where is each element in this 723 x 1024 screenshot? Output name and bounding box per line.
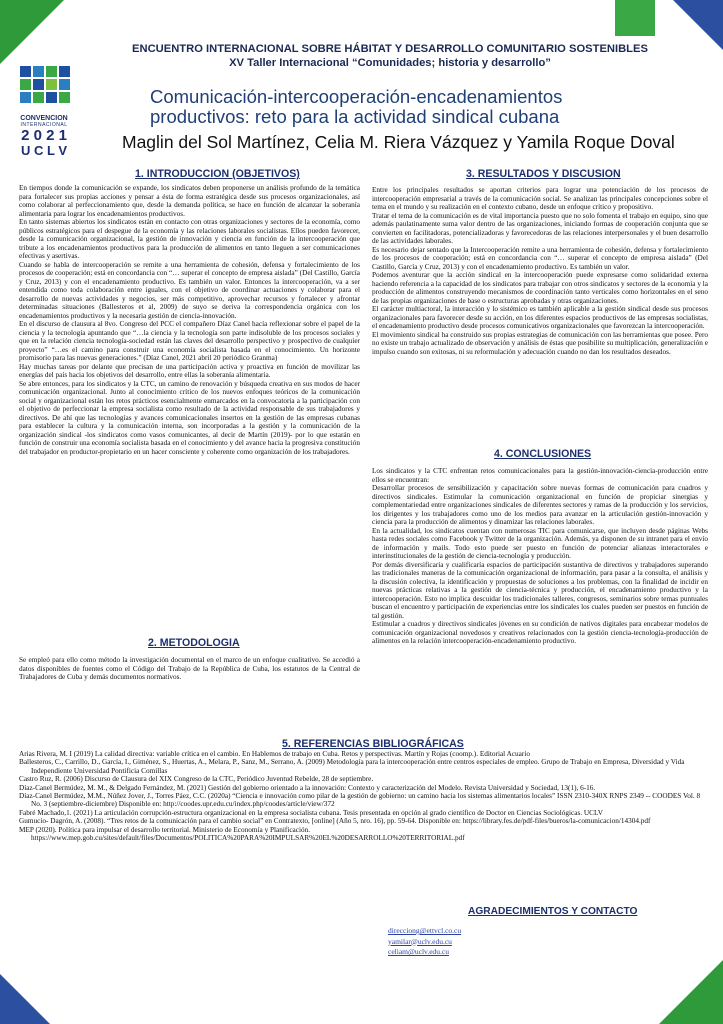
heading-introduccion: 1. INTRODUCCION (OBJETIVOS) <box>135 168 300 180</box>
contact-email-link[interactable]: direcciong@ettvcl.co.cu <box>388 926 462 935</box>
resultados-body <box>372 186 708 356</box>
corner-triangle-blue <box>673 0 723 50</box>
resultados-paragraph: Podemos aventurar que la acción sindical en la intercooperación puede expresarse como solidaridad externa haciendo referencia a la capacidad de los sindicatos para trabajar con otros sindicatos y sectores de la economía y la producción de alimentos construyendo mecanismos de coordinación tanto verticales como horizontales en el seno de las propias organizaciones de base o estructuras aprobadas y otras organizaciones. <box>372 271 708 305</box>
resultados-paragraph: El carácter multiactoral, la interacción y lo sistémico es también aplicable a la gestión sindical desde sus procesos organizacionales para favorecer desde su acción, en los diferentes espacios productivos de las empresas socialistas, el encadenamiento productivo desde procesos comunicativos organizacionales que favorezcan la intercooperación. <box>372 305 708 330</box>
logo-squares-icon <box>14 64 74 110</box>
heading-referencias: 5. REFERENCIAS BIBLIOGRÁFICAS <box>282 738 464 750</box>
logo-line2: INTERNACIONAL <box>20 122 68 128</box>
heading-metodologia: 2. METODOLOGIA <box>148 637 240 649</box>
intro-paragraph: En tanto sistemas abiertos los sindicatos están en contacto con otras organizaciones y sectores de la economía, como públicos estratégicos para el despegue de la economía y las relaciones laborales socialistas. Ellos pueden favorecer, desde la comunicación organizacional, la gestión de innovación y ciencia en función de la intercooperación que tribute a los encadenamientos productivos para la producción de alimentos en tanto lleguen a ser comunicaciones efectivas y asertivas. <box>19 218 360 260</box>
resultados-paragraph: Entre los principales resultados se aportan criterios para lograr una potenciación de los procesos de intercooperación empresarial a través de la comunicación social. Se analizan las principales concepciones sobre el tema en el mundo y su realización en el contexto cubano, desde un enfoque crítico y propositivo. <box>372 186 708 211</box>
resultados-paragraph: Es necesario dejar sentado que la Intercooperación remite a una herramienta de cohesión, defensa y fortalecimiento de los procesos de cooperación; está en concordancia con “… superar el concepto de empresa aislada” (Del Castillo, García y Cruz, 2013) y con el encadenamiento productivo. Es también un valor. <box>372 245 708 271</box>
top-right-green-square <box>615 0 655 36</box>
contact-email-link[interactable]: celiam@uclv.edu.cu <box>388 947 449 956</box>
reference-item: Fabré Machado,1. (2021) La articulación corrupción-estructura organizacional en la empresa socialista cubana. Tesis presentada en opción al grado científico de Doctor en Ciencias Sociológicas. UCLV <box>19 808 603 817</box>
poster-title-line1: Comunicación-intercooperación-encadenamientos <box>150 86 563 107</box>
reference-item: Ballesteros, C., Carrillo, D., García, I., Giménez, S., Huertas, A., Melara, P., Sanz, M., Serrano, A. (2009) Metodología para la intercooperación entre centros especiales de empleo. Grupo de Trabajo en Empresa, Diversidad y Vida Independiente Universidad Pontificia Comillas <box>19 758 685 775</box>
contact-emails <box>388 926 588 958</box>
corner-triangle-bottom-left <box>0 974 50 1024</box>
references-list <box>19 750 704 842</box>
conclusiones-paragraph: Los sindicatos y la CTC enfrentan retos comunicacionales para la gestión-innovación-ciencia-producción entre ellos se encuentran: <box>372 467 708 484</box>
conclusiones-paragraph: En la actualidad, los sindicatos cuentan con numerosas TIC para comunicarse, que incluyen desde páginas Webs hasta redes sociales como Facebook y Twitter de la organización. Además, ya disponen de su intranet para el envío de información y mails. Todo esto puede ser puesto en función de potenciar alianzas interactorales e interinstitucionales de la gestión de ciencia-tecnología y producción. <box>372 526 708 560</box>
logo-year: 2 0 2 1 <box>21 127 67 144</box>
resultados-paragraph: El movimiento sindical ha construido sus propias estrategias de comunicación con las herramientas que posee. Pero no existe un trabajo actualizado de observación y análisis de éstas que posibilite su multiplicación, generalización e impulso cuando son exitosas, ni su reformulación y adecuación cuando no dan los resultados deseados. <box>372 330 708 356</box>
reference-item: Gumucio- Dagrón, A. (2008). “Tres retos de la comunicación para el cambio social” en Contratexto, [online] (Año 5, nro. 16), pp. 59-64. Disponible en: https://library.fes.de/pdf-files/bueros/la-comunicacion/14304.pdf <box>19 817 651 826</box>
reference-item: Díaz-Canel Bermúdez, M. M., & Delgado Fernández, M. (2021) Gestión del gobierno orientado a la innovación: Contexto y caracterización del Modelo. Revista Universidad y Sociedad, 13(1), 6-16. <box>19 783 596 792</box>
conclusiones-paragraph: Por demás diversificaría y cualificaría espacios de participación sustantiva de directivos y trabajadores superando las tradicionales maneras de la comunicación organizacional de información, para pasar a la consulta, el análisis y la discusión colectiva, la identificación y propuestas de soluciones a los problemas, con la finalidad de incidir en nuevas prácticas relativas a la gestión de ciencia-técnica y producción, el encadenamiento productivo y la intercooperación. Esto no implica descuidar los tradicionales talleres, congresos, seminarios sobre temas puntuales buscan el encuentro y participación de experiencias entre los sindicales los cuales pueden ser puestos en función de tal gestión. <box>372 560 708 620</box>
intro-paragraph: Hay muchas tareas por delante que precisan de una participación activa y proactiva en función de movilizar las energías del país hacia los objetivos del desarrollo, entre ellas la soberanía alimentaria. <box>19 362 360 379</box>
metodo-paragraph: Se empleó para ello como método la investigación documental en el marco de un enfoque cualitativo. Se accedió a datos disponibles de fuentes como el Código del Trabajo de la República de Cuba, los estatutos de la Central de Trabajadores de Cuba y demás documentos normativos. <box>19 656 360 681</box>
intro-paragraph: Cuando se habla de intercooperación se remite a una herramienta de cohesión, defensa y fortalecimiento de los procesos de cooperación; está en concordancia con “… superar el concepto de empresa aislada” (Del Castillo, García y Cruz, 2013) y con el encadenamiento productivo. Es también un valor. Entonces la intercooperación, va a ser entendida como toda colaboración entre iguales, con el objetivo de coordinar actuaciones y colaborar para el desarrollo de nuevas actividades y negocios, ser más competitivo, aprovechar recursos y fortalecer y afrontar determinadas situaciones (Ballesteros et al, 2009) de suyo se deriva la correspondencia orgánica con los encadenamientos productivos y la necesaria gestión de ciencia-innovación. <box>19 260 360 320</box>
contact-email-link[interactable]: yamilar@uclv.edu.cu <box>388 936 452 946</box>
reference-item: Arias Rivera, M. I (2019) La calidad directiva: variable crítica en el cambio. En Hablemos de trabajo en Cuba. Retos y perspectivas. Martín y Rojas (coomp.). Editorial Acuario <box>19 750 530 758</box>
poster-title-line2: productivos: reto para la actividad sindical cubana <box>150 106 560 127</box>
resultados-paragraph: Tratar el tema de la comunicación es de vital importancia puesto que no solo fomenta el trabajo en equipo, sino que además paulatinamente suma valor dentro de las organizaciones, iniciando formas de cooperación conjunta que se convierten en facilitadoras, potencializadoras y favorecedoras de las relaciones interpersonales y el buen desarrollo de las actividades laborales. <box>372 211 708 245</box>
heading-contacto: AGRADECIMIENTOS Y CONTACTO <box>468 906 638 917</box>
convention-logo <box>14 64 74 160</box>
corner-triangle-bottom-right <box>659 960 723 1024</box>
event-header <box>110 42 670 70</box>
corner-triangle-green <box>0 0 64 64</box>
event-title: ENCUENTRO INTERNACIONAL SOBRE HÁBITAT Y DESARROLLO COMUNITARIO SOSTENIBLES <box>132 43 648 55</box>
poster-title <box>150 87 670 127</box>
metodo-body <box>19 656 360 682</box>
conclusiones-body <box>372 467 708 646</box>
logo-line1: CONVENCION <box>20 115 68 122</box>
reference-item: Castro Ruz, R. (2006) Discurso de Clausura del XIX Congreso de la CTC, Periódico Juventud Rebelde, 28 de septiembre. <box>19 775 374 784</box>
heading-conclusiones: 4. CONCLUSIONES <box>494 448 592 460</box>
intro-body <box>19 184 360 456</box>
reference-item: MEP (2020). Política para impulsar el desarrollo territorial. Ministerio de Economía y Planificación. https://www.mep.gob.cu/sites/default/files/Documentos/POLITICA%20PARA%20IMPULSAR%20EL%20DESARROLLO%20TERRITORIAL.pdf <box>19 825 465 843</box>
intro-paragraph: Se abre entonces, para los sindicatos y la CTC, un camino de renovación y búsqueda creativa en sus modos de hacer comunicación organizacional. Junto al conocimiento crítico de los nuevos enfoques teóricos de la comunicación social y organizacional están los retos prácticos esencialmente enmarcados en la convocatoria a la participación con el objetivo de perfeccionar la empresa socialista como resultado de la actividad responsable de sus trabajadores y directivos. De ahí que las tecnologías y avances comunicacionales insertos en la gestión de las empresas cubanas para establecer la cultura y la comunicación interna, son incorporadas a la gestión y la comunicación de la organización sindical -los sindicatos como vasos comunicantes, al decir de Martín (2019)- por lo que estarán en función de construir una economía socialista basada en el conocimiento y del avance hacia la progresiva constitución del trabajador en productor-propietario en un hacer consciente y coherente como organización de los trabajadores. <box>19 379 360 456</box>
heading-resultados: 3. RESULTADOS Y DISCUSION <box>466 168 621 180</box>
authors: Maglin del Sol Martínez, Celia M. Riera Vázquez y Yamila Roque Doval <box>122 132 675 152</box>
logo-org: U C L V <box>21 143 67 158</box>
conclusiones-paragraph: Estimular a cuadros y directivos sindicales jóvenes en su condición de nativos digitales para encabezar modelos de comunicación organizacional novedosos y creativos relacionados con la gestión ciencia-tecnología-producción de alimentos en la relación intercooperación-encadenamiento productivo. <box>372 620 708 645</box>
event-subtitle: XV Taller Internacional “Comunidades; historia y desarrollo” <box>229 57 551 69</box>
intro-paragraph: En tiempos donde la comunicación se expande, los sindicatos deben proponerse un análisis profundo de la temática para fortalecer sus propias acciones y pensar a ésta de forma estratégica desde sus procesos organizacionales, así como colaborar al perfeccionamiento que, desde la demanda política, se hace en función de alcanzar la soberanía alimentaria para lograr los encadenamientos productivos. <box>19 184 360 218</box>
intro-paragraph: En el discurso de clausura al 8vo. Congreso del PCC el compañero Díaz Canel hacía reflexionar sobre el papel de la ciencia y la tecnología apuntando que “…la ciencia y la tecnología son parte indisoluble de los procesos sociales y que en la relación ciencia tecnología-sociedad están las claves del desarrollo perspectivo y prospectivo de cualquier proyecto” “…es el camino para construir una economía socialista basada en el conocimiento. Un horizonte promisorio para las nuevas generaciones.” (Díaz Canel, 2021 abril 20 periódico Granma) <box>19 320 360 362</box>
reference-item: Díaz-Canel Bermúdez, M.M., Núñez Jover, J., Torres Páez, C.C. (2020a) “Ciencia e innovación como pilar de la gestión de gobierno: un camino hacia los sistemas alimentarios locales” ISSN 2310-340X RNPS 2349 -- COODES Vol. 8 No. 3 (septiembre-diciembre) Disponible en: http://coodes.upr.edu.cu/index.php/coodes/article/view/372 <box>19 792 701 809</box>
conclusiones-paragraph: Desarrollar procesos de sensibilización y capacitación sobre nuevas formas de comunicación para cuadros y directivos sindicales. Estimular la comunicación organizacional en función de propiciar sinergias y complementariedad entre organizaciones sindicales de diferentes sectores y ramas de la producción y los servicios, los dirigentes y los trabajadores como uno de los medios para avanzar en la articulación gestión-innovación y ciencia para la producción de alimentos y dinamizar las relaciones laborales. <box>372 484 708 526</box>
